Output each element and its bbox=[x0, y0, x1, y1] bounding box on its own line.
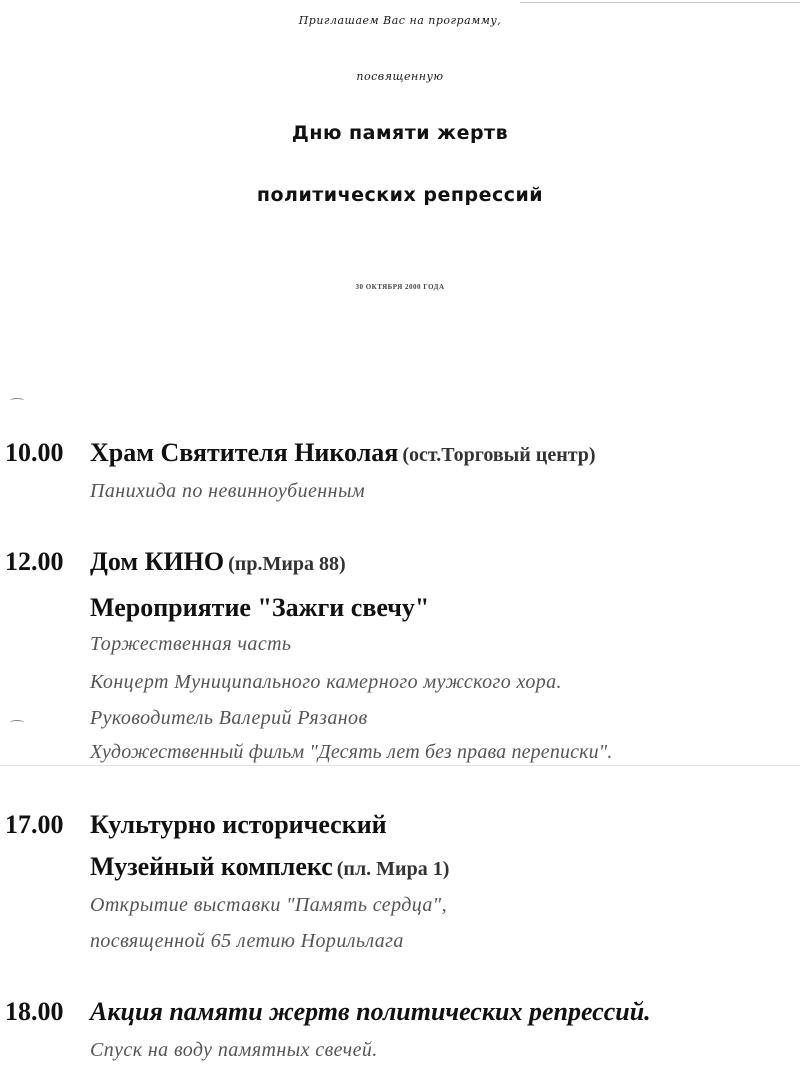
page-title-line2: политических репрессий bbox=[256, 184, 544, 206]
event-detail: Спуск на воду памятных свечей. bbox=[90, 1039, 378, 1061]
event-detail: Руководитель Валерий Рязанов bbox=[90, 707, 368, 729]
event-detail: посвященной 65 летию Норильлага bbox=[90, 930, 404, 952]
event-place-continued: Музейный комплекс bbox=[90, 852, 333, 881]
event-date: 30 ОКТЯБРЯ 2000 ГОДА bbox=[355, 283, 445, 291]
invitation-line: Приглашаем Вас на программу, bbox=[298, 14, 502, 27]
event-place: Дом КИНО bbox=[90, 547, 225, 576]
event-time: 18.00 bbox=[5, 997, 64, 1026]
page-title-line1: Дню памяти жертв bbox=[291, 122, 509, 144]
event-address: (ост.Торговый центр) bbox=[402, 444, 596, 466]
event-time: 12.00 bbox=[5, 547, 64, 576]
event-detail: Концерт Муниципального камерного мужского хора. bbox=[90, 671, 562, 693]
event-place: Храм Святителя Николая bbox=[90, 438, 399, 467]
event-address: (пл. Мира 1) bbox=[336, 858, 450, 880]
event-subtitle: Мероприятие "Зажги свечу" bbox=[90, 593, 430, 622]
scan-edge-line bbox=[520, 2, 800, 3]
scan-mark bbox=[10, 720, 24, 725]
event-detail: Открытие выставки "Память сердца", bbox=[90, 894, 447, 916]
event-place-line bbox=[90, 438, 596, 468]
scan-edge-line bbox=[0, 765, 800, 766]
event-detail: Торжественная часть bbox=[90, 633, 292, 655]
event-detail: Панихида по невинноубиенным bbox=[90, 480, 366, 502]
invitation-line-dedicated: посвященную bbox=[356, 70, 444, 83]
scan-mark bbox=[10, 398, 24, 403]
event-place-line bbox=[90, 852, 449, 882]
event-place-line bbox=[90, 547, 346, 577]
event-detail: Художественный фильм "Десять лет без права переписки". bbox=[90, 741, 613, 763]
event-time: 17.00 bbox=[5, 810, 64, 839]
event-time: 10.00 bbox=[5, 438, 64, 467]
event-address: (пр.Мира 88) bbox=[228, 553, 346, 575]
event-place: Акция памяти жертв политических репрессий. bbox=[90, 997, 651, 1026]
event-place: Культурно исторический bbox=[90, 810, 387, 839]
